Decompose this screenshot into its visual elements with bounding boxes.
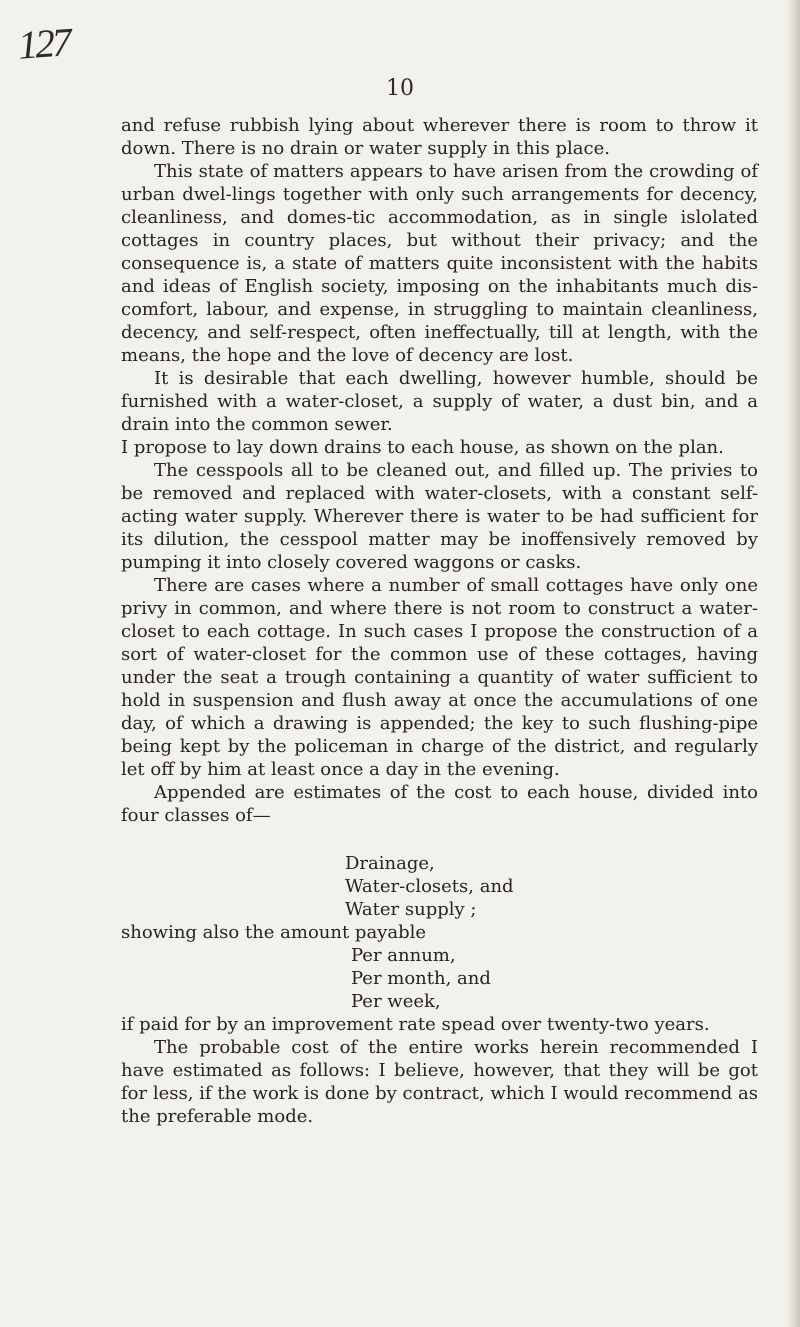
- list-item: Drainage,: [345, 853, 435, 874]
- paragraph: This state of matters appears to have arisen from the crowding of urban dwel-lings together with only such arrangements for decency, cleanliness, and domes-tic accommodation, as in single islolated cottages in country places, but without their privacy; and the consequence is, a state of matters quite inconsistent with the habits and ideas of English society, imposing on the inhabitants much dis-comfort, labour, and expense, in struggling to maintain cleanliness, decency, and self-respect, often ineffectually, till at length, with the means, the hope and the love of decency are lost.: [121, 161, 758, 366]
- list-item: Water-closets, and: [345, 876, 514, 897]
- paragraph: The cesspools all to be cleaned out, and filled up. The privies to be removed and replaced with water-closets, with a constant self-acting water supply. Wherever there is water to be had sufficient for its dilution, the cesspool matter may be inoffensively removed by pumping it into closely covered waggons or casks.: [121, 460, 758, 573]
- paragraph: I propose to lay down drains to each house, as shown on the plan.: [121, 437, 724, 458]
- paragraph: Appended are estimates of the cost to each house, divided into four classes of—: [121, 782, 758, 826]
- page-number: 10: [386, 76, 414, 101]
- list-item: Per month, and: [351, 968, 491, 989]
- paragraph: if paid for by an improvement rate spead over twenty-two years.: [121, 1014, 710, 1035]
- paragraph: It is desirable that each dwelling, however humble, should be furnished with a water-closet, a supply of water, a dust bin, and a drain into the common sewer.: [121, 368, 758, 435]
- list-item: Water supply ;: [345, 899, 477, 920]
- paragraph: The probable cost of the entire works herein recommended I have estimated as follows: I believe, however, that they will be got for less, if the work is done by contract, which I would recommend as the preferable mode.: [121, 1037, 758, 1127]
- paragraph: There are cases where a number of small cottages have only one privy in common, and where there is not room to construct a water-closet to each cottage. In such cases I propose the construction of a sort of water-closet for the common use of these cottages, having under the seat a trough containing a quantity of water sufficient to hold in suspension and flush away at once the accumulations of one day, of which a drawing is appended; the key to such flushing-pipe being kept by the policeman in charge of the district, and regularly let off by him at least once a day in the evening.: [121, 575, 758, 780]
- document-body: [121, 114, 758, 1128]
- list-item: Per week,: [351, 991, 441, 1012]
- paragraph: and refuse rubbish lying about wherever there is room to throw it down. There is no drain or water supply in this place.: [121, 115, 758, 159]
- list-item: Per annum,: [351, 945, 456, 966]
- list-intro: showing also the amount payable: [121, 922, 427, 943]
- page-edge-shadow: [786, 0, 800, 1327]
- handwritten-page-mark: 127: [16, 19, 71, 68]
- estimate-classes-list: [121, 852, 758, 1013]
